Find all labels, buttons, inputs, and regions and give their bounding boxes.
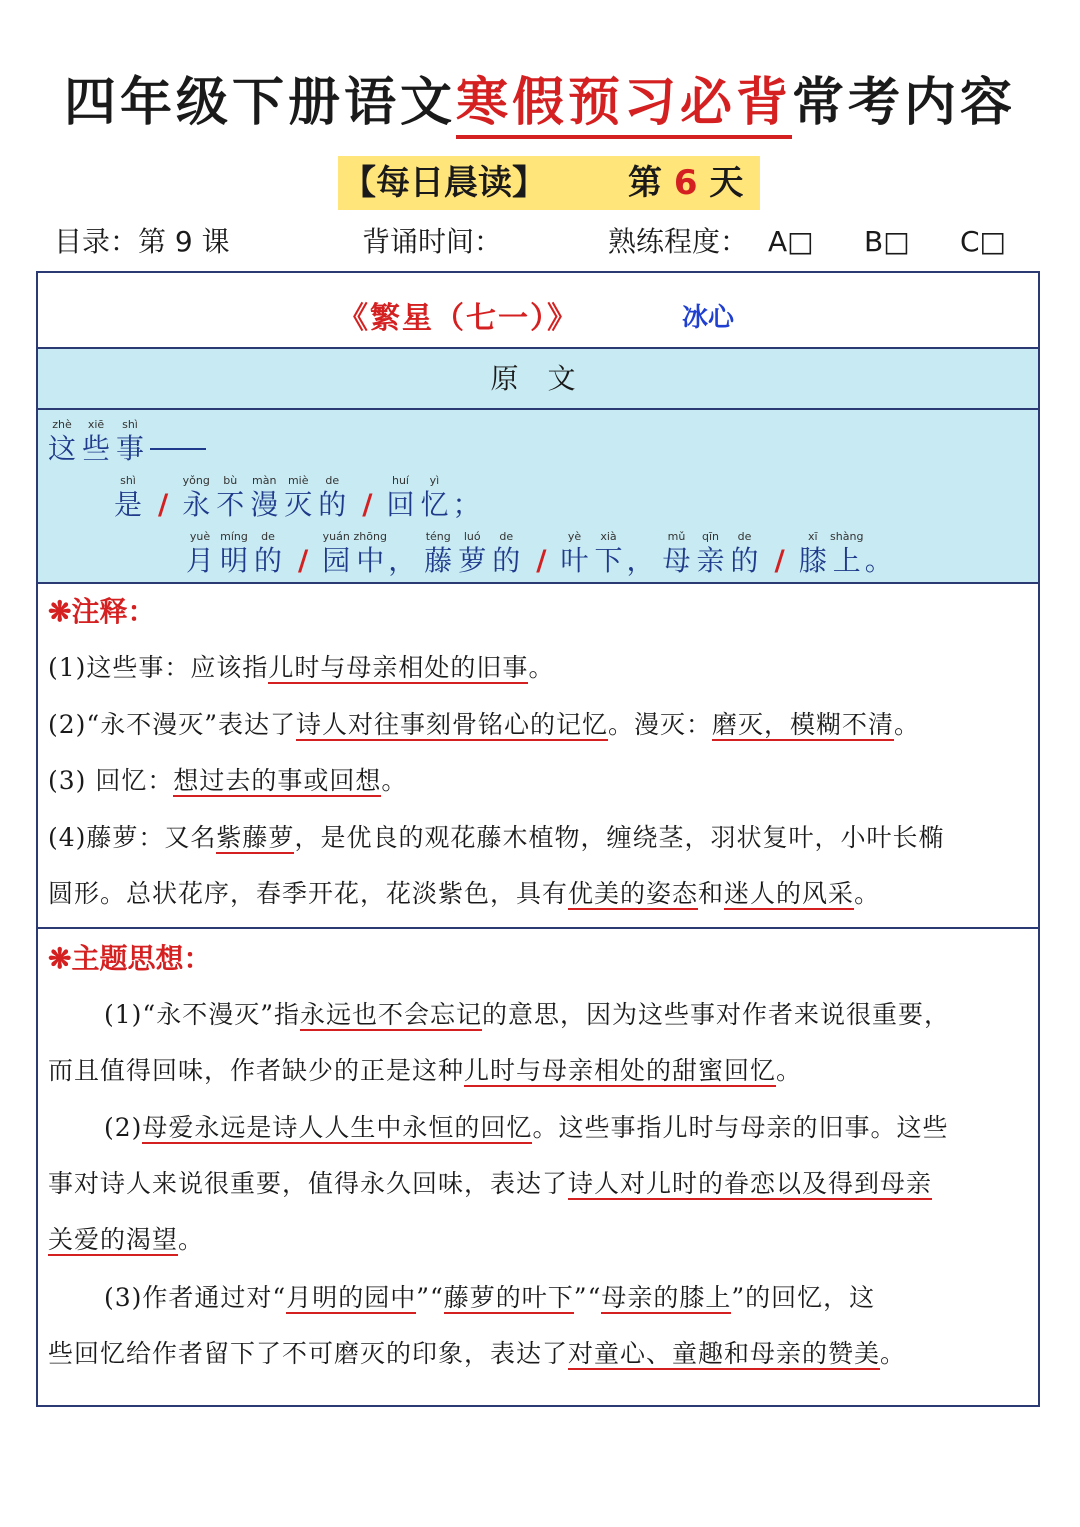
pinyin: téng: [425, 530, 451, 543]
pinyin: de: [261, 530, 275, 543]
hanzi: 膝: [798, 544, 827, 577]
pinyin: xià: [600, 530, 617, 543]
pinyin: shì: [120, 474, 136, 487]
hanzi: 叶: [560, 544, 589, 577]
meta-row: [0, 220, 1080, 264]
hanzi: 的: [318, 488, 347, 521]
note-1: (1)这些事：应该指儿时与母亲相处的旧事。: [48, 653, 555, 682]
poem-character: [729, 530, 761, 578]
theme-heading: ❋主题思想：: [48, 942, 212, 975]
period: 。: [864, 544, 893, 577]
page-title: 四年级下册语文寒假预习必背常考内容: [0, 68, 1080, 138]
poem-character: [592, 530, 624, 578]
poem-character: [184, 530, 216, 578]
poem-character: [282, 474, 314, 522]
pinyin: bù: [223, 474, 238, 487]
poem-character: [218, 530, 250, 578]
content-table: [36, 271, 1040, 1407]
day-counter: 第 6 天: [628, 163, 744, 203]
hanzi: 月: [185, 544, 214, 577]
poem-title-row: [38, 273, 1038, 349]
pause-mark: /: [298, 544, 309, 577]
pinyin: yuán: [322, 530, 350, 543]
pinyin: yè: [567, 530, 582, 543]
hanzi: 事: [115, 432, 144, 465]
poem-author: 冰心: [682, 303, 735, 333]
pinyin: zhōng: [353, 530, 387, 543]
hanzi: 的: [492, 544, 521, 577]
notes-section: [38, 584, 1038, 929]
poem-title: 《繁星（七一）》: [338, 301, 579, 336]
pinyin: luó: [463, 530, 481, 543]
hanzi: 永: [182, 488, 211, 521]
pinyin: de: [737, 530, 752, 543]
poem-character: [114, 418, 146, 466]
poem-line-1: [46, 418, 206, 466]
poem-character: [214, 474, 246, 522]
poem-character: [384, 474, 416, 522]
note-4: (4)藤萝：又名紫藤萝，是优良的观花藤木植物，缠绕茎，羽状复叶，小叶长椭 圆形。总状花序，春季开花，花淡紫色，具有优美的姿态和迷人的风采。: [48, 823, 945, 908]
recite-time-label: 背诵时间：: [362, 225, 503, 258]
poem-character: [695, 530, 727, 578]
comma: ，: [388, 544, 417, 577]
hanzi: 园: [322, 544, 351, 577]
grade-a-checkbox[interactable]: A□: [768, 225, 814, 258]
pinyin: zhè: [52, 418, 72, 431]
pinyin: yì: [429, 474, 440, 487]
poem-character: [831, 530, 863, 578]
poem-character: [252, 530, 284, 578]
hanzi: 不: [216, 488, 245, 521]
hanzi: 这: [47, 432, 76, 465]
grade-c-checkbox[interactable]: C□: [960, 225, 1007, 258]
poem-character: [797, 530, 829, 578]
poem-character: [316, 474, 348, 522]
hanzi: 萝: [458, 544, 487, 577]
comma: ，: [626, 544, 655, 577]
poem-character: [112, 474, 144, 522]
poem-character: [558, 530, 590, 578]
notes-heading: ❋注释：: [48, 595, 156, 628]
pause-mark: /: [158, 488, 169, 521]
hanzi: 中: [356, 544, 385, 577]
pinyin: xī: [807, 530, 818, 543]
proficiency-label: 熟练程度：: [608, 225, 749, 258]
hanzi: 下: [594, 544, 623, 577]
poem-character: [180, 474, 212, 522]
pinyin: shì: [122, 418, 138, 431]
pause-mark: /: [774, 544, 785, 577]
poem-character: [354, 530, 386, 578]
pinyin: yuè: [189, 530, 211, 543]
poem-character: [490, 530, 522, 578]
pause-mark: /: [362, 488, 373, 521]
original-text-header: 原 文: [38, 349, 1038, 410]
hanzi: 漫: [250, 488, 279, 521]
pinyin: mǔ: [667, 530, 686, 543]
poem-line-2: [112, 474, 486, 522]
daily-reading-banner: [338, 156, 760, 210]
pause-mark: /: [536, 544, 547, 577]
theme-3: (3)作者通过对“月明的园中”“藤萝的叶下”“母亲的膝上”的回忆，这 些回忆给作者留下了不可磨灭的印象，表达了对童心、童趣和母亲的赞美。: [48, 1283, 907, 1368]
grade-b-checkbox[interactable]: B□: [864, 225, 910, 258]
hanzi: 是: [113, 488, 142, 521]
pinyin: míng: [220, 530, 248, 543]
pinyin: qīn: [701, 530, 719, 543]
banner-label: 【每日晨读】: [342, 163, 546, 203]
poem-character: [248, 474, 280, 522]
poem-character: [80, 418, 112, 466]
hanzi: 藤: [424, 544, 453, 577]
hanzi: 上: [832, 544, 861, 577]
poem-character: [661, 530, 693, 578]
poem-character: [46, 418, 78, 466]
pinyin: shàng: [830, 530, 864, 543]
poem-character: [456, 530, 488, 578]
hanzi: 灭: [284, 488, 313, 521]
poem-character: [418, 474, 450, 522]
dash-mark: [150, 448, 206, 450]
catalog-label: 目录：第 9 课: [54, 225, 230, 258]
pinyin: yǒng: [182, 474, 210, 487]
poem-line-3: [184, 530, 899, 578]
hanzi: 明: [219, 544, 248, 577]
pinyin: xiē: [87, 418, 105, 431]
hanzi: 亲: [696, 544, 725, 577]
semicolon: ；: [452, 488, 481, 521]
theme-2: (2)母爱永远是诗人人生中永恒的回忆。这些事指儿时与母亲的旧事。这些 事对诗人来说很重要，值得永久回味，表达了诗人对儿时的眷恋以及得到母亲 关爱的渴望。: [48, 1113, 949, 1254]
hanzi: 些: [81, 432, 110, 465]
pinyin: miè: [287, 474, 309, 487]
theme-section: [38, 929, 1038, 1405]
hanzi: 的: [253, 544, 282, 577]
original-text: [38, 410, 1038, 584]
pinyin: de: [325, 474, 340, 487]
hanzi: 忆: [420, 488, 449, 521]
theme-1: (1)“永不漫灭”指永远也不会忘记的意思，因为这些事对作者来说很重要， 而且值得回味，作者缺少的正是这种儿时与母亲相处的甜蜜回忆。: [48, 1000, 951, 1085]
hanzi: 回: [386, 488, 415, 521]
pinyin: huí: [391, 474, 409, 487]
hanzi: 母: [662, 544, 691, 577]
pinyin: màn: [252, 474, 277, 487]
poem-character: [422, 530, 454, 578]
note-3: (3) 回忆：想过去的事或回想。: [48, 766, 408, 795]
hanzi: 的: [730, 544, 759, 577]
pinyin: de: [499, 530, 514, 543]
poem-character: [320, 530, 352, 578]
note-2: (2)“永不漫灭”表达了诗人对往事刻骨铭心的记忆。漫灭：磨灭，模糊不清。: [48, 710, 921, 739]
